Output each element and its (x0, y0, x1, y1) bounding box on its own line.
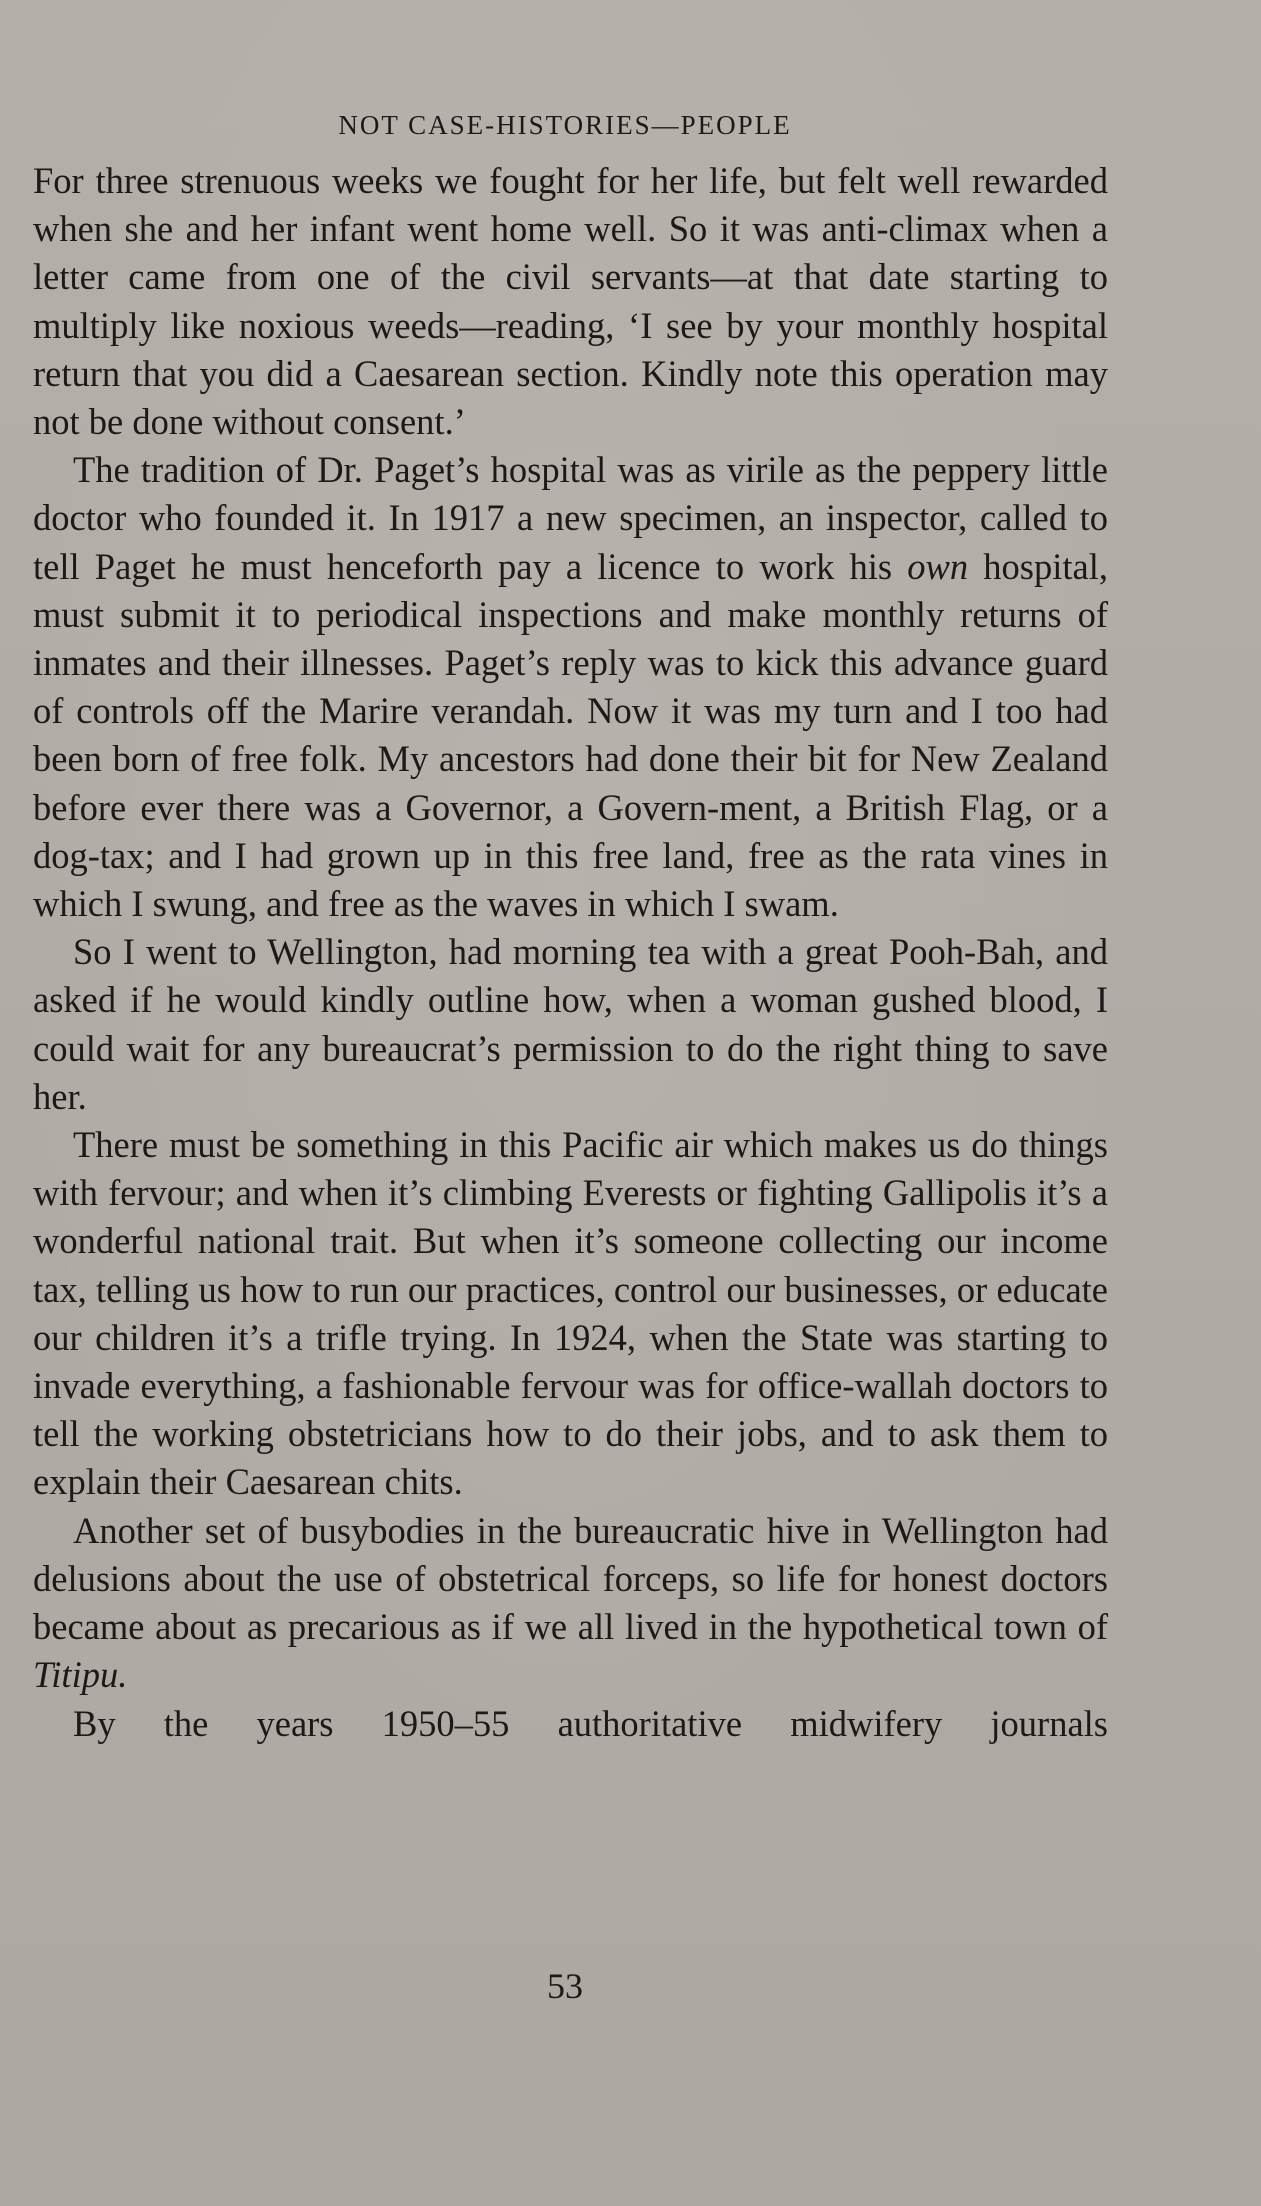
text-run: For three strenuous weeks we fought for her life, but felt well rewarded when she and her infant went home well. So it was anti-climax when a letter came from one of the civil servants—at that date starting to multiply like noxious weeds—reading, ‘I see by your monthly hospital return that you did a Caesarean section. Kindly note this operation may not be done without consent.’ (33, 160, 1108, 443)
italic-text: Titipu. (33, 1654, 128, 1696)
text-run: hospital, must submit it to periodical inspections and make monthly returns of inmates and their illnesses. Paget’s reply was to kick this advance guard of controls off the Marire verandah. Now it was my turn and I too had been born of free folk. My ancestors had done their bit for New Zealand before ever there was a Governor, a Govern-ment, a British Flag, or a dog-tax; and I had grown up in this free land, free as the rata vines in which I swung, and free as the waves in which I swam. (33, 545, 1109, 925)
text-run: Another set of busybodies in the bureaucratic hive in Wellington had delusions about the use of obstetrical forceps, so life for honest doctors became about as precarious as if we all lived in the hypothetical town of (33, 1509, 1108, 1648)
paragraph (33, 1121, 1108, 1507)
running-head: NOT CASE-HISTORIES—PEOPLE (338, 110, 792, 140)
paragraph (33, 1700, 1108, 1748)
body-text (33, 157, 1108, 1748)
paragraph (33, 446, 1108, 928)
text-run: By the years 1950–55 authoritative midwifery journals (73, 1702, 1108, 1744)
text-run: There must be something in this Pacific air which makes us do things with fervour; and when it’s climbing Everests or fighting Gallipolis it’s a wonderful national trait. But when it’s someone collecting our income tax, telling us how to run our practices, control our businesses, or educate our children it’s a trifle trying. In 1924, when the State was starting to invade everything, a fashionable fervour was for office-wallah doctors to tell the working obstetricians how to do their jobs, and to ask them to explain their Caesarean chits. (33, 1124, 1108, 1503)
text-run: The tradition of Dr. Paget’s hospital was as virile as the peppery little doctor who founded it. In 1917 a new specimen, an inspector, called to tell Paget he must henceforth pay a licence to work his (33, 449, 1108, 587)
paragraph (33, 157, 1108, 446)
paragraph (33, 1507, 1108, 1700)
text-run: So I went to Wellington, had morning tea with a great Pooh-Bah, and asked if he would kindly outline how, when a woman gushed blood, I could wait for any bureaucrat’s permission to do the right thing to save her. (33, 931, 1108, 1117)
page-number: 53 (547, 1966, 583, 2006)
paragraph (33, 928, 1108, 1121)
italic-text: own (907, 545, 969, 587)
